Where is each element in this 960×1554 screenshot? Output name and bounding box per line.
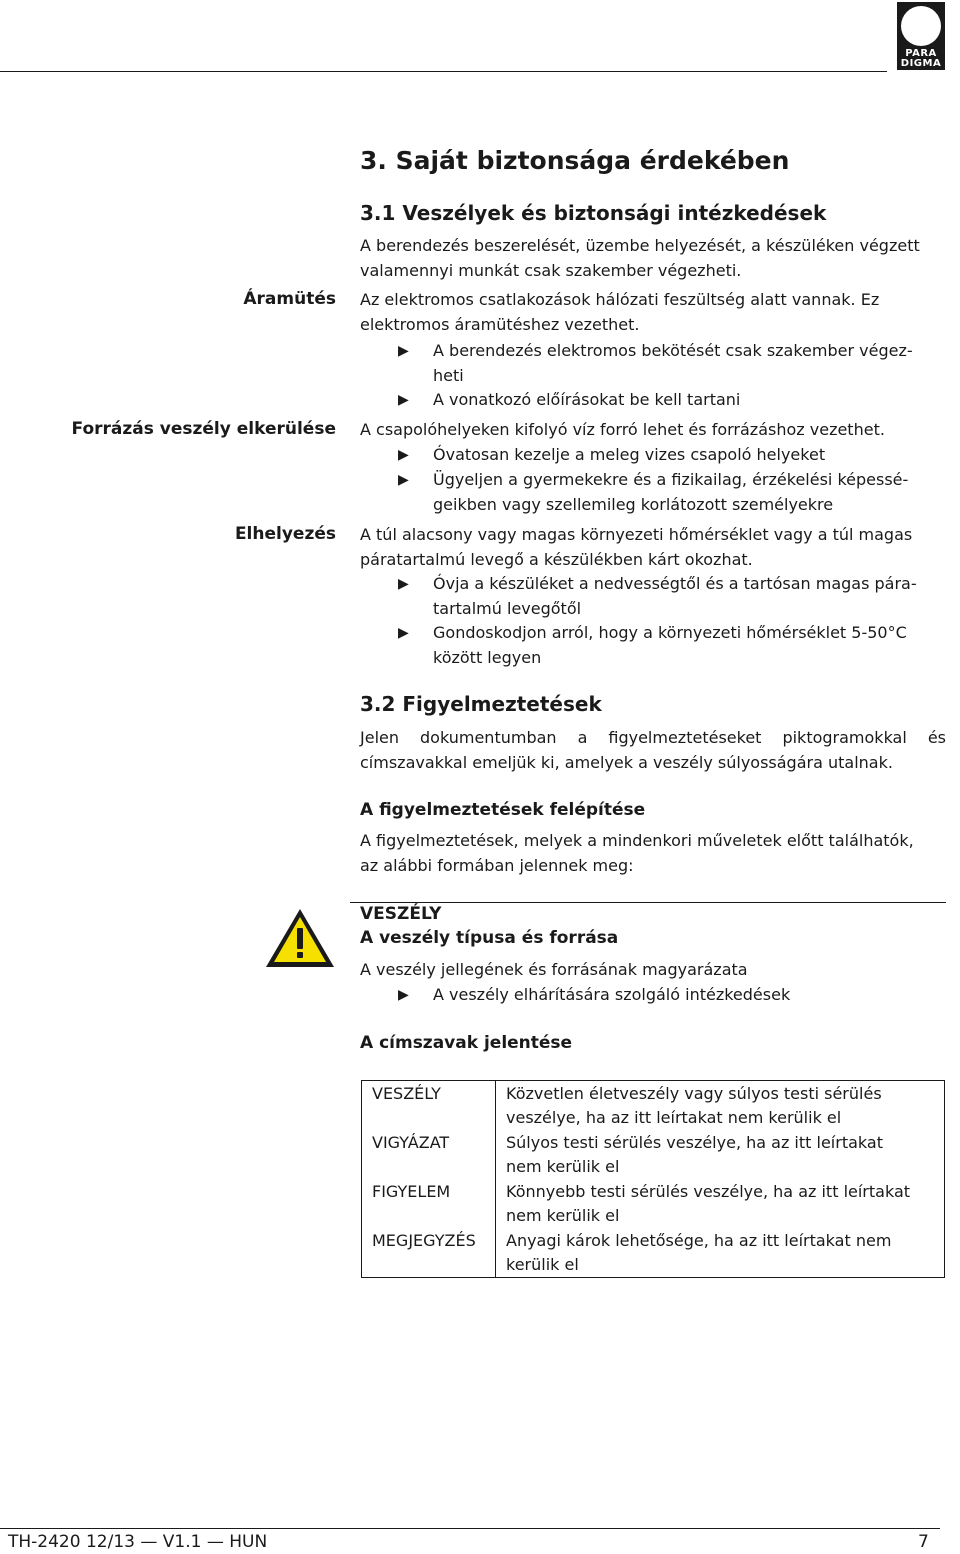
section-3-2-text: [360, 726, 946, 775]
section-3-2-line: címszavakkal emeljük ki, amelyek a veszély súlyosságára utalnak.: [360, 752, 893, 772]
warning-signal-word: VESZÉLY: [360, 904, 442, 924]
bullet-text: A vonatkozó előírásokat be kell tartani: [433, 390, 741, 409]
table-row: [362, 1130, 945, 1179]
shock-text: [360, 288, 946, 337]
bullet-text: között legyen: [433, 647, 542, 667]
keyword-cell: VIGYÁZAT: [362, 1130, 496, 1179]
structure-heading: A figyelmeztetések felépítése: [360, 800, 646, 820]
section-3-2-heading: 3.2 Figyelmeztetések: [360, 692, 602, 716]
section-3-2-line: Jelen dokumentumban a figyelmeztetéseket piktogramokkal és: [360, 728, 946, 747]
bullet-item: [398, 388, 946, 413]
keyword-description: [496, 1130, 945, 1179]
bullet-arrow-icon: ▶: [398, 625, 409, 641]
keyword-description: [496, 1081, 945, 1131]
keyword-cell: VESZÉLY: [362, 1081, 496, 1131]
shock-text-line: Az elektromos csatlakozások hálózati feszültség alatt vannak. Ez: [360, 290, 880, 309]
description-line: nem kerülik el: [506, 1157, 620, 1176]
bullet-text: Óvatosan kezelje a meleg vizes csapoló helyeket: [433, 445, 826, 464]
structure-text: [360, 829, 946, 878]
bullet-text: geikben vagy szellemileg korlátozott személyekre: [433, 494, 834, 514]
structure-line: az alábbi formában jelennek meg:: [360, 855, 634, 875]
paradigma-logo: [897, 2, 945, 70]
description-line: Közvetlen életveszély vagy súlyos testi sérülés: [506, 1084, 882, 1103]
bullet-arrow-icon: ▶: [398, 343, 409, 359]
header-rule: [0, 71, 887, 72]
warning-top-rule: [350, 902, 946, 903]
description-line: Könnyebb testi sérülés veszélye, ha az itt leírtakat: [506, 1182, 911, 1201]
bullet-arrow-icon: ▶: [398, 447, 409, 463]
placement-text-line: A túl alacsony vagy magas környezeti hőmérséklet vagy a túl magas: [360, 525, 913, 544]
description-line: Anyagi károk lehetősége, ha az itt leírtakat nem: [506, 1231, 892, 1250]
table-row: [362, 1228, 945, 1278]
warning-type-source: A veszély típusa és forrása: [360, 928, 619, 948]
page-number: 7: [918, 1532, 929, 1552]
structure-line: A figyelmeztetések, melyek a mindenkori műveletek előtt találhatók,: [360, 831, 914, 850]
bullet-item: [398, 443, 946, 468]
table-row: [362, 1081, 945, 1131]
side-label-placement: Elhelyezés: [234, 524, 336, 544]
keyword-description: [496, 1228, 945, 1278]
bullet-item: [398, 339, 946, 388]
bullet-text: A berendezés elektromos bekötését csak szakember végez-: [433, 341, 913, 360]
logo-circle: [901, 6, 941, 46]
description-line: veszélye, ha az itt leírtakat nem kerülik el: [506, 1108, 842, 1127]
page-title: 3. Saját biztonsága érdekében: [360, 146, 790, 175]
placement-text: [360, 523, 946, 572]
warning-triangle-icon: [264, 906, 336, 970]
bullet-text: A veszély elhárítására szolgáló intézkedések: [433, 985, 791, 1004]
description-line: nem kerülik el: [506, 1206, 620, 1225]
section-3-1-intro: [360, 234, 946, 283]
warning-explanation: A veszély jellegének és forrásának magyarázata: [360, 960, 748, 979]
footer-rule: [0, 1528, 940, 1529]
intro-line: valamennyi munkát csak szakember végezheti.: [360, 260, 742, 280]
bullet-item: [398, 572, 946, 621]
bullet-text: Gondoskodjon arról, hogy a környezeti hőmérséklet 5-50°C: [433, 623, 907, 642]
bullet-item: [398, 468, 946, 517]
side-label-shock: Áramütés: [243, 289, 336, 309]
bullet-text: Óvja a készüléket a nedvességtől és a tartósan magas pára-: [433, 574, 917, 593]
side-label-scald: Forrázás veszély elkerülése: [71, 419, 336, 439]
logo-line2: DIGMA: [900, 58, 942, 69]
scald-text: A csapolóhelyeken kifolyó víz forró lehet és forrázáshoz vezethet.: [360, 420, 885, 439]
bullet-text: Ügyeljen a gyermekekre és a fizikailag, érzékelési képessé-: [433, 470, 909, 489]
logo-line1: PARA: [905, 48, 937, 59]
warning-measure: [398, 983, 946, 1008]
intro-line: A berendezés beszerelését, üzembe helyezését, a készüléken végzett: [360, 236, 920, 255]
keywords-table: [361, 1080, 945, 1278]
bullet-item: [398, 621, 946, 670]
section-3-1-heading: 3.1 Veszélyek és biztonsági intézkedések: [360, 201, 827, 225]
placement-text-line: páratartalmú levegő a készülékben kárt okozhat.: [360, 549, 753, 569]
keyword-cell: FIGYELEM: [362, 1179, 496, 1228]
description-line: Súlyos testi sérülés veszélye, ha az itt leírtakat: [506, 1133, 883, 1152]
footer-doc-id: TH-2420 12/13 — V1.1 — HUN: [8, 1532, 268, 1552]
table-row: [362, 1179, 945, 1228]
keyword-cell: MEGJEGYZÉS: [362, 1228, 496, 1278]
shock-text-line: elektromos áramütéshez vezethet.: [360, 314, 640, 334]
description-line: kerülik el: [506, 1255, 579, 1274]
bullet-arrow-icon: ▶: [398, 576, 409, 592]
bullet-arrow-icon: ▶: [398, 987, 409, 1003]
bullet-text: heti: [433, 365, 464, 385]
bullet-arrow-icon: ▶: [398, 392, 409, 408]
keyword-description: [496, 1179, 945, 1228]
keywords-heading: A címszavak jelentése: [360, 1033, 573, 1053]
bullet-arrow-icon: ▶: [398, 472, 409, 488]
bullet-text: tartalmú levegőtől: [433, 598, 582, 618]
